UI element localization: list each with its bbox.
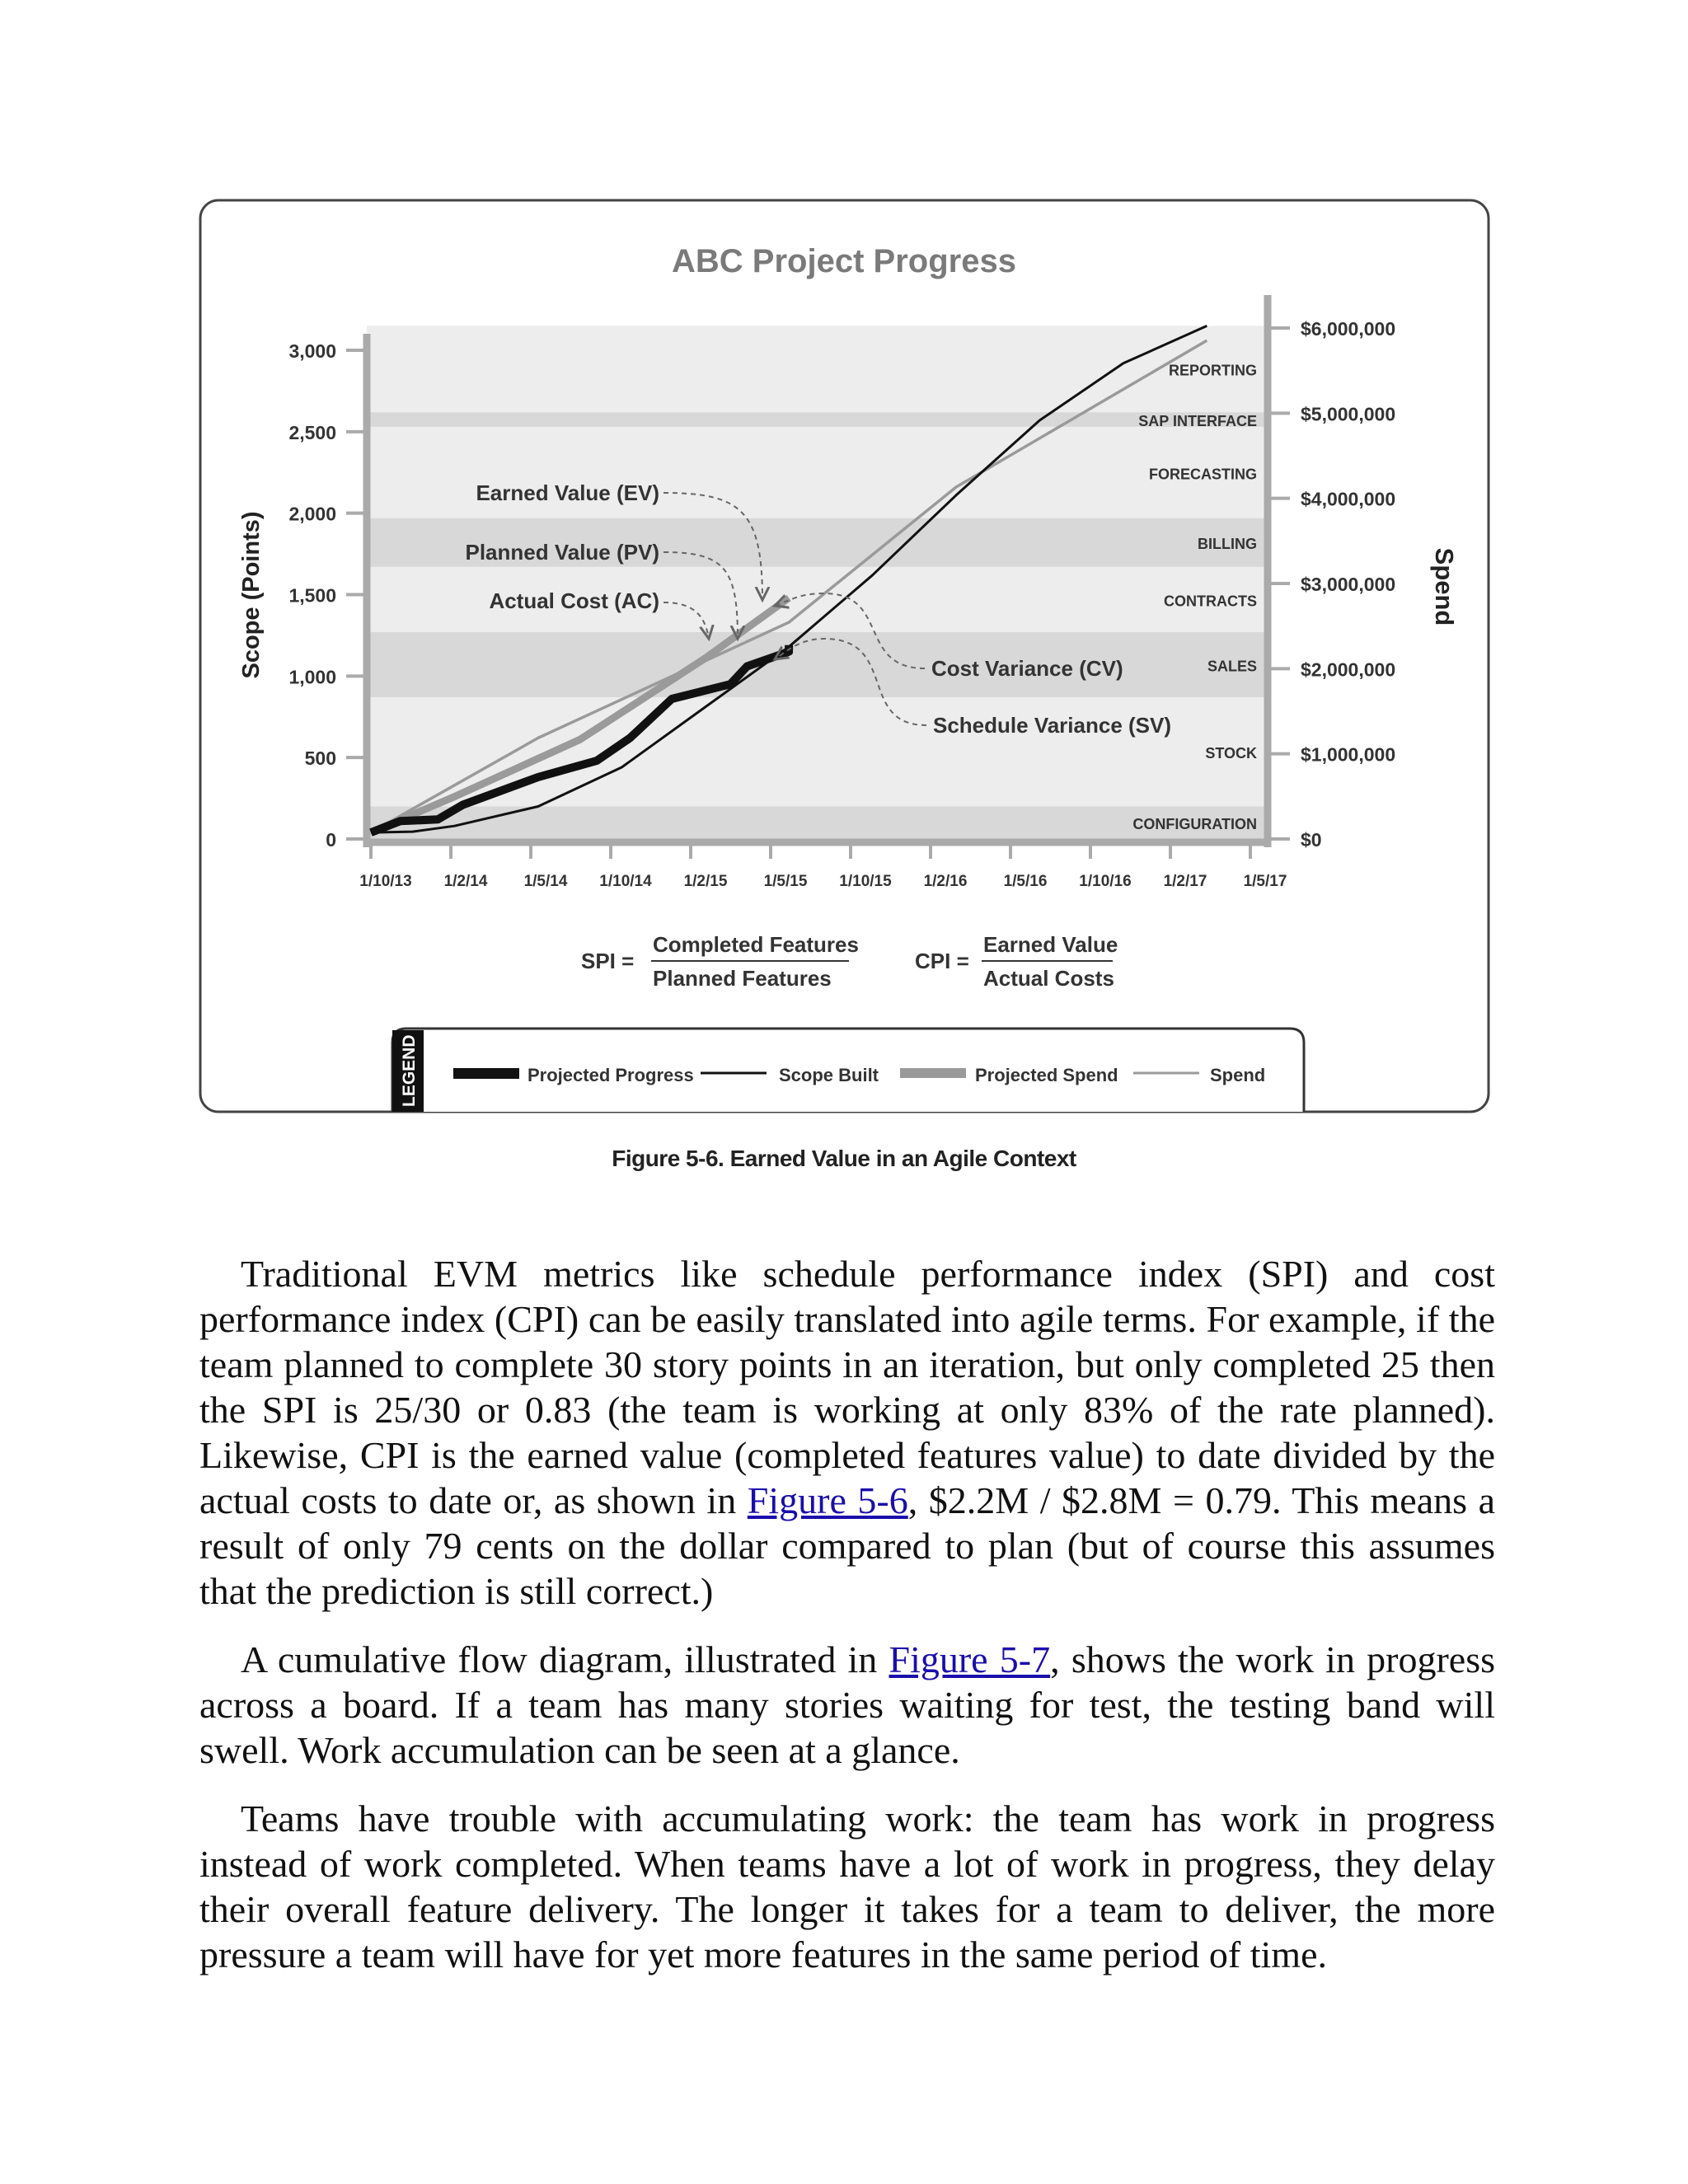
figure-caption: Figure 5-6. Earned Value in an Agile Context [612, 1146, 1076, 1171]
link-figure-5-7[interactable]: Figure 5-7 [889, 1638, 1051, 1680]
x-tick-label: 1/5/17 [1243, 873, 1287, 890]
y2-tick-label: $5,000,000 [1301, 403, 1396, 425]
paragraph-3: Teams have trouble with accumulating work: the team has work in progress instead of work completed. When teams have a lot of work in progress, they delay their overall feature delivery. The longer it takes for a team to deliver, the more pressure a team will have for yet more features in the same period of time. [199, 1797, 1495, 1975]
legend-label-projected-spend: Projected Spend [975, 1065, 1118, 1085]
paragraph-1 [199, 1251, 1495, 1614]
legend-label-scope-built: Scope Built [779, 1065, 879, 1085]
band-label-forecasting: FORECASTING [1148, 466, 1257, 483]
band-label-contracts: CONTRACTS [1164, 593, 1257, 610]
y2-tick-label: $1,000,000 [1301, 743, 1396, 766]
link-figure-5-6[interactable]: Figure 5-6 [747, 1479, 908, 1521]
y2-tick-label: $6,000,000 [1301, 318, 1396, 340]
x-tick-label: 1/2/15 [683, 873, 728, 890]
paragraph-2-text-b: , shows the work in progress across a board. If a team has many stories waiting for test, the testing band will swell. Work accumulation can be seen at a glance. [199, 1638, 1495, 1771]
band-sap-interface [367, 412, 1268, 430]
paragraph-2-text-a: A cumulative flow diagram, illustrated in [241, 1638, 889, 1680]
y2-tick-label: $2,000,000 [1301, 658, 1396, 681]
x-tick-label: 1/10/16 [1079, 873, 1132, 890]
y-tick-label: 1,500 [288, 584, 336, 607]
annotation-cv: Cost Variance (CV) [931, 656, 1123, 681]
paragraph-2 [199, 1637, 1495, 1773]
band-label-configuration: CONFIGURATION [1132, 816, 1257, 833]
annotation-ac: Actual Cost (AC) [489, 588, 659, 613]
legend-label-projected-progress: Projected Progress [528, 1065, 694, 1085]
cpi-label: CPI = [915, 949, 969, 973]
cpi-numerator: Earned Value [983, 932, 1118, 957]
spi-denominator: Planned Features [653, 966, 832, 991]
band-reporting [367, 326, 1268, 412]
x-tick-label: 1/10/13 [359, 873, 412, 890]
band-label-billing: BILLING [1198, 536, 1257, 553]
y2-tick-label: $0 [1301, 829, 1322, 851]
annotation-pv: Planned Value (PV) [465, 540, 659, 565]
annotation-ev: Earned Value (EV) [476, 480, 659, 505]
y-tick-label: 500 [304, 748, 336, 770]
x-tick-label: 1/10/14 [599, 873, 652, 890]
legend-swatch-projected-spend [900, 1068, 966, 1078]
y-tick-label: 1,000 [288, 666, 336, 688]
band-sales [367, 632, 1268, 697]
band-label-reporting: REPORTING [1168, 362, 1257, 379]
band-label-stock: STOCK [1205, 745, 1257, 762]
legend-label-spend: Spend [1210, 1065, 1266, 1085]
x-tick-label: 1/5/15 [763, 873, 808, 890]
cpi-denominator: Actual Costs [983, 966, 1114, 991]
chart-title: ABC Project Progress [672, 243, 1016, 279]
paragraph-1-text-a: Traditional EVM metrics like schedule performance index (SPI) and cost performance index (CPI) can be easily translated into agile terms. For example, if the team planned to complete 30 story points in an iteration, but only completed 25 then the SPI is 25/30 or 0.83 (the team is working at only 83% of the rate planned). Likewise, CPI is the earned value (completed features value) to date divided by the actual costs to date or, as shown in [199, 1253, 1495, 1521]
annotation-sv: Schedule Variance (SV) [933, 713, 1172, 738]
x-tick-label: 1/2/17 [1163, 873, 1207, 890]
spi-label: SPI = [581, 949, 635, 973]
y-tick-label: 0 [326, 829, 336, 851]
x-tick-label: 1/10/15 [839, 873, 892, 890]
y2-axis-title: Spend [1430, 547, 1459, 626]
x-tick-label: 1/2/16 [923, 873, 968, 890]
x-tick-label: 1/2/14 [443, 873, 488, 890]
y-tick-label: 3,000 [288, 340, 336, 362]
legend [392, 1029, 1304, 1112]
paragraph-1-text-b: , $2.2M / $2.8M = 0.79. This means a result of only 79 cents on the dollar compared to plan (but of course this assumes that the prediction is still correct.) [199, 1479, 1495, 1612]
x-tick-label: 1/5/14 [523, 873, 568, 890]
legend-title: LEGEND [400, 1034, 419, 1107]
x-tick-label: 1/5/16 [1003, 873, 1048, 890]
y-axis-title: Scope (Points) [238, 511, 265, 679]
legend-swatch-projected-progress [453, 1068, 519, 1079]
band-label-sap-interface: SAP INTERFACE [1138, 413, 1257, 430]
body-text [199, 1251, 1495, 2000]
y2-tick-label: $3,000,000 [1301, 574, 1396, 595]
y-tick-label: 2,000 [288, 503, 336, 525]
y2-tick-label: $4,000,000 [1301, 488, 1396, 510]
band-label-sales: SALES [1207, 658, 1257, 675]
spi-numerator: Completed Features [653, 932, 859, 957]
y-tick-label: 2,500 [288, 421, 336, 443]
